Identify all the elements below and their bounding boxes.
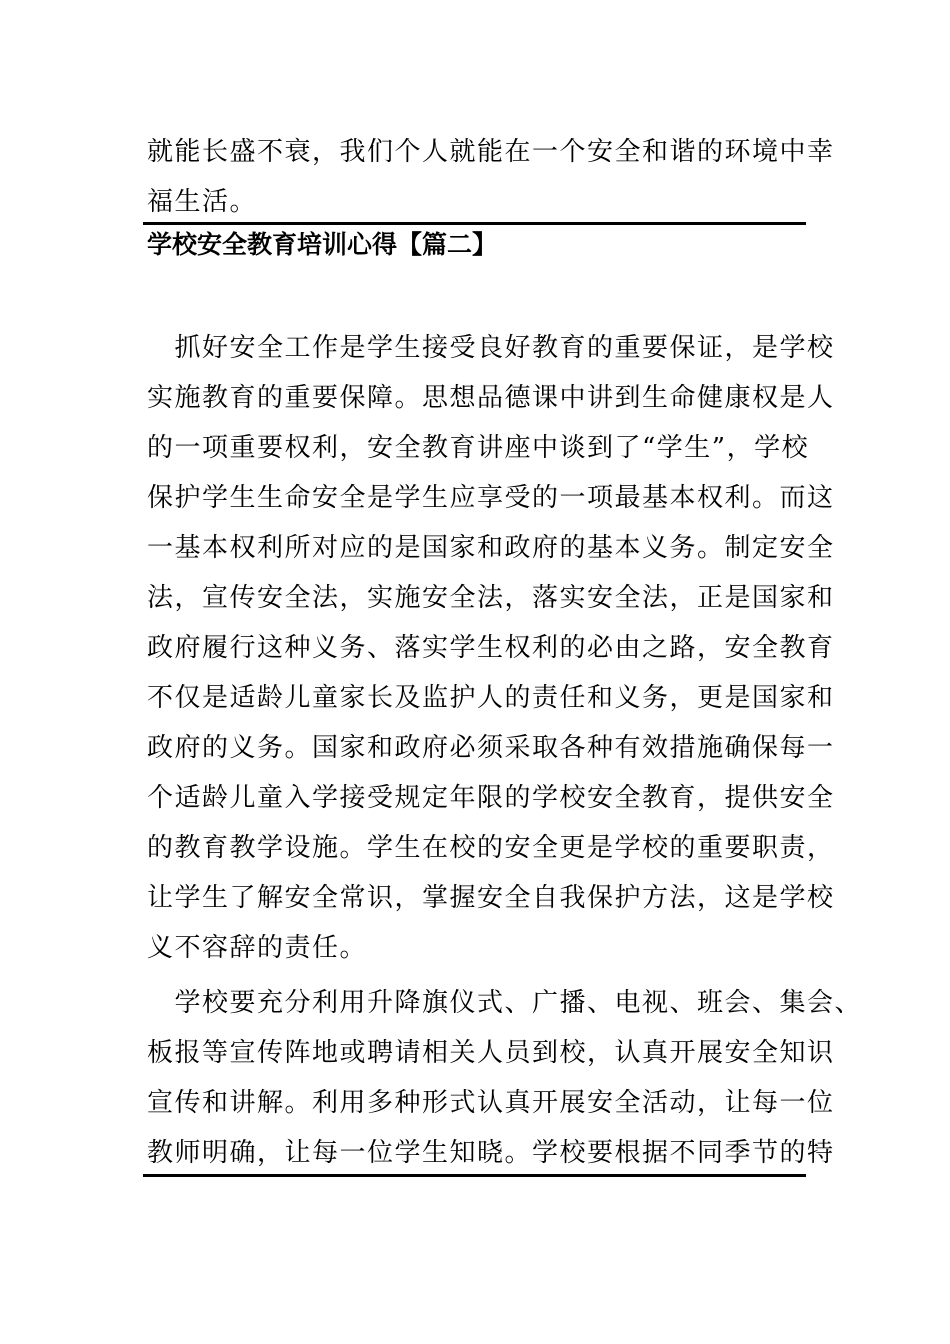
text-line: 就能长盛不衰，我们个人就能在一个安全和谐的环境中幸 xyxy=(147,137,835,167)
text-line: 政府履行这种义务、落实学生权利的必由之路，安全教育 xyxy=(147,633,835,663)
section-heading: 学校安全教育培训心得【篇二】 xyxy=(147,230,498,259)
text-line: 义不容辞的责任。 xyxy=(147,933,368,963)
footer-divider xyxy=(143,1174,806,1177)
text-line: 的一项重要权利，安全教育讲座中谈到了“学生”，学校 xyxy=(147,433,810,463)
text-line: 宣传和讲解。利用多种形式认真开展安全活动，让每一位 xyxy=(147,1088,835,1118)
header-divider xyxy=(143,222,806,225)
text-line: 的教育教学设施。学生在校的安全更是学校的重要职责， xyxy=(147,833,835,863)
text-line: 实施教育的重要保障。思想品德课中讲到生命健康权是人 xyxy=(147,383,835,413)
text-line: 抓好安全工作是学生接受良好教育的重要保证，是学校 xyxy=(147,333,835,363)
text-line: 不仅是适龄儿童家长及监护人的责任和义务，更是国家和 xyxy=(147,683,835,713)
text-line: 个适龄儿童入学接受规定年限的学校安全教育，提供安全 xyxy=(147,783,835,813)
text-line: 保护学生生命安全是学生应享受的一项最基本权利。而这 xyxy=(147,483,835,513)
text-line: 福生活。 xyxy=(147,187,258,217)
text-line: 政府的义务。国家和政府必须采取各种有效措施确保每一 xyxy=(147,733,835,763)
text-line: 板报等宣传阵地或聘请相关人员到校，认真开展安全知识 xyxy=(147,1038,835,1068)
text-line: 一基本权利所对应的是国家和政府的基本义务。制定安全 xyxy=(147,533,835,563)
text-line: 教师明确，让每一位学生知晓。学校要根据不同季节的特 xyxy=(147,1138,835,1168)
text-line: 学校要充分利用升降旗仪式、广播、电视、班会、集会、 xyxy=(147,988,863,1018)
text-line: 让学生了解安全常识，掌握安全自我保护方法，这是学校 xyxy=(147,883,835,913)
text-line: 法，宣传安全法，实施安全法，落实安全法，正是国家和 xyxy=(147,583,835,613)
